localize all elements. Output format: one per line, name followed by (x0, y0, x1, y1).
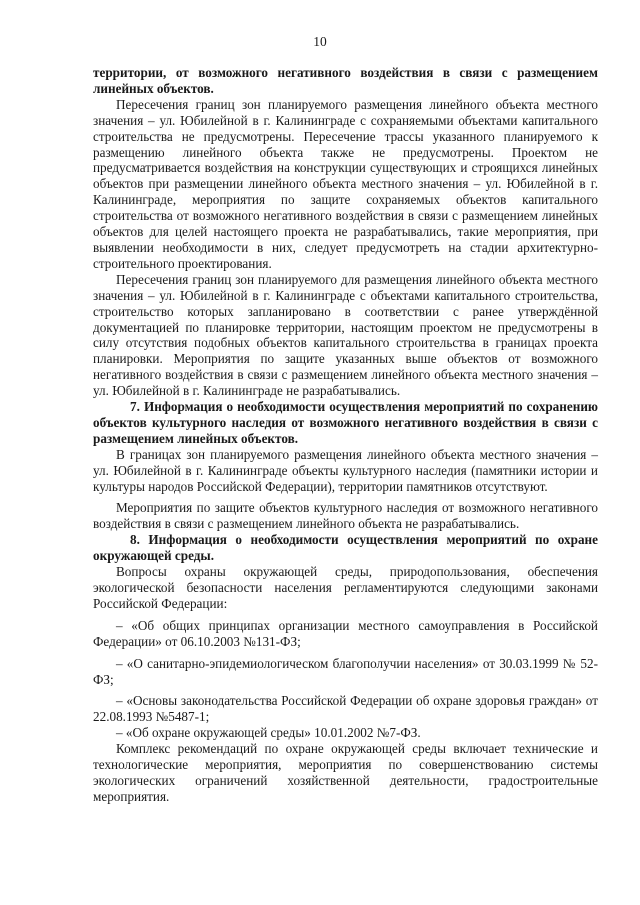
paragraph-planned-objects: Пересечения границ зон планируемого для размещения линейного объекта местного значения – ул. Юбилейной в г. Калининграде с объектами капитального строительства, строительство которых запланировано в соответствии с ранее утверждённой документацией по планировке территории, настоящим проектом не предусмотрены в силу отсутствия подобных объектов капитального строительства в границах проекта планировки. Мероприятия по защите указанных выше объектов от возможного негативного воздействия в связи с размещением линейного объекта местного значения – ул. Юбилейной в г. Калининграде не разрабатывались. (93, 271, 598, 399)
law-item: – «Основы законодательства Российской Федерации об охране здоровья граждан» от 22.08.1993 №5487-1; (93, 693, 598, 725)
law-item: – «Об общих принципах организации местного самоуправления в Российской Федерации» от 06.10.2003 №131-ФЗ; (93, 617, 598, 649)
paragraph-existing-objects: Пересечения границ зон планируемого размещения линейного объекта местного значения – ул. Юбилейной в г. Калининграде с сохраняемыми объектами капитального строительства не предусмотрены. Пересечение трассы указанного планируемого к размещению линейного объекта также не предусмотрены. Проектом не предусматривается воздействия на конструкции существующих и строящихся линейных объектов при размещении линейного объекта местного значения – ул. Юбилейной в г. Калининграде, мероприятия по защите сохраняемых объектов капитального строительства от возможного негативного воздействия в связи с размещением линейных объектов для целей настоящего проекта не разрабатывались, такие мероприятия, при выявлении необходимости в них, следует предусмотреть на стадии архитектурно-строительного проектирования. (93, 96, 598, 271)
section-7-heading: 7. Информация о необходимости осуществления мероприятий по сохранению объектов культурного наследия от возможного негативного воздействия в связи с размещением линейных объектов. (93, 399, 598, 446)
section-8-heading: 8. Информация о необходимости осуществления мероприятий по охране окружающей среды. (93, 532, 598, 564)
page-number: 10 (313, 34, 327, 49)
paragraph-recommendations: Комплекс рекомендаций по охране окружающей среды включает технические и технологические мероприятия, мероприятия по совершенствованию системы экологических ограничений хозяйственной деятельности, градостроительные мероприятия. (93, 741, 598, 804)
paragraph-heritage-absent: В границах зон планируемого размещения линейного объекта местного значения – ул. Юбилейной в г. Калининграде объекты культурного наследия (памятники истории и культуры народов Российской Федерации), территории памятников отсутствуют. (93, 446, 598, 494)
section-6-heading-tail: территории, от возможного негативного воздействия в связи с размещением линейных объектов. (93, 65, 598, 96)
document-body (93, 65, 598, 805)
law-item: – «О санитарно-эпидемиологическом благополучии населения» от 30.03.1999 № 52-ФЗ; (93, 655, 598, 687)
paragraph-heritage-measures: Мероприятия по защите объектов культурного наследия от возможного негативного воздействия в связи с размещением линейного объекта не разрабатывались. (93, 500, 598, 532)
paragraph-environment-laws: Вопросы охраны окружающей среды, природопользования, обеспечения экологической безопасности населения регламентируются следующими законами Российской Федерации: (93, 564, 598, 611)
law-item: – «Об охране окружающей среды» 10.01.2002 №7-ФЗ. (116, 725, 421, 741)
